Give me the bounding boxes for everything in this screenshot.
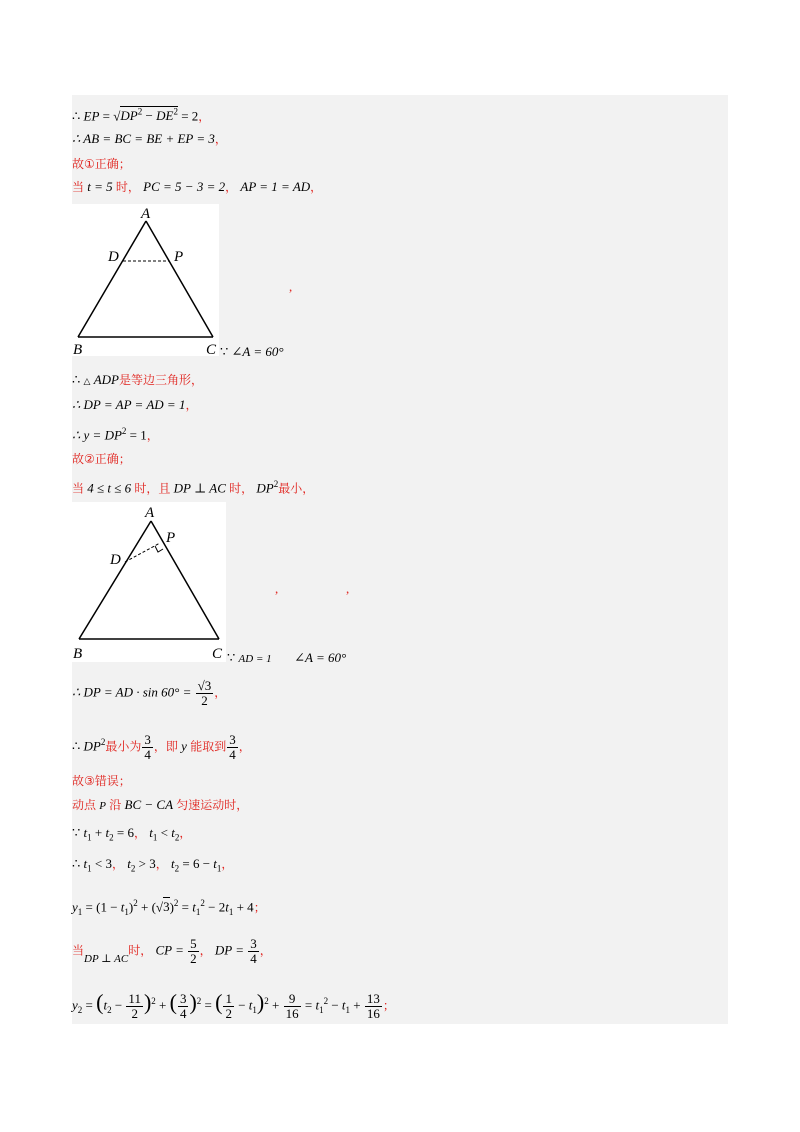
right-angle-mark xyxy=(155,546,163,552)
line-8: ∴ $y = DP^2 = 1$， xyxy=(72,426,159,443)
line-4: 当 t = 5 时， PC = 5 − 3 = 2， AP = 1 = AD， xyxy=(72,179,323,194)
label-d: D xyxy=(110,552,121,568)
line-10: 当 4 ≤ t ≤ 6 时，且 DP ⊥ AC 时， $DP^2$最小， xyxy=(72,479,315,496)
line-14: 故③错误； xyxy=(72,774,131,788)
label-a: A xyxy=(141,206,151,222)
triangle-figure-2 xyxy=(72,502,226,662)
line-7: ∴ DP = AP = AD = 1， xyxy=(72,397,198,412)
label-b: B xyxy=(73,646,83,662)
line-12: ∴ DP = AD · sin 60° = $\frac{√3}{2}$ ， xyxy=(72,678,227,708)
stray-comma: , xyxy=(346,581,350,596)
line-19: 当$_{DP \perp AC}$时， CP = $\frac{5}{2}$ ， DP = $\frac{3}{4}$ ， xyxy=(72,936,272,966)
label-a: A xyxy=(145,505,155,521)
side-ac xyxy=(146,221,213,337)
label-p: P xyxy=(166,530,176,546)
side-ac xyxy=(151,521,219,639)
triangle-figure-1-svg xyxy=(72,204,219,356)
stray-comma: , xyxy=(275,581,279,596)
line-9: 故②正确； xyxy=(72,452,131,466)
line-5: ∵ ∠A = 60° xyxy=(220,344,284,359)
segment-dp xyxy=(125,543,160,562)
line-20: $y_2 = (t_2$ − $\frac{11}{2}$ )$^2$ + ( $\frac{3}{4}$ )$^2$ = ( $\frac{1}{2}$ − $t_1)^2$ + $\frac{9}{16}$ = $t_1^2 - t_1$ + $\frac{13}{16}$ ； xyxy=(72,989,395,1021)
label-b: B xyxy=(73,342,83,356)
line-15: 动点 P 沿 BC − CA 匀速运动时， xyxy=(72,797,249,812)
line-2: ∴ AB = BC = BE + EP = 3， xyxy=(72,131,227,146)
stray-comma: , xyxy=(289,279,293,294)
line-11: ∵ AD = 1 ∠A = 60° xyxy=(227,650,347,665)
label-c: C xyxy=(206,342,217,356)
label-c: C xyxy=(212,646,223,662)
line-16: ∵ $t_1 + t_2 = 6$， $t_1 < t_2$， xyxy=(72,825,192,843)
line-13: ∴ $DP^2$最小为 $\frac{3}{4}$ ，即 y 能取到 $\frac{3}{4}$ ， xyxy=(72,732,251,762)
side-ab xyxy=(79,521,151,639)
line-17: ∴ $t_1 < 3$， $t_2 > 3$， $t_2 = 6 - t_1$， xyxy=(72,856,234,874)
label-p: P xyxy=(174,249,184,265)
triangle-figure-2-svg xyxy=(72,502,226,662)
line-1: ∴ EP = $√DP^2 - DE^2 = 2$， xyxy=(72,107,211,124)
line-18: $y_1 = (1 - t_1)^2 + (√3)^2 = t_1^2 - 2t_1 + 4$； xyxy=(72,898,266,917)
line-3: 故①正确； xyxy=(72,157,131,171)
side-ab xyxy=(78,221,146,337)
triangle-figure-1 xyxy=(72,204,219,356)
label-d: D xyxy=(108,249,119,265)
line-6: ∴ △ ADP是等边三角形， xyxy=(72,372,203,387)
